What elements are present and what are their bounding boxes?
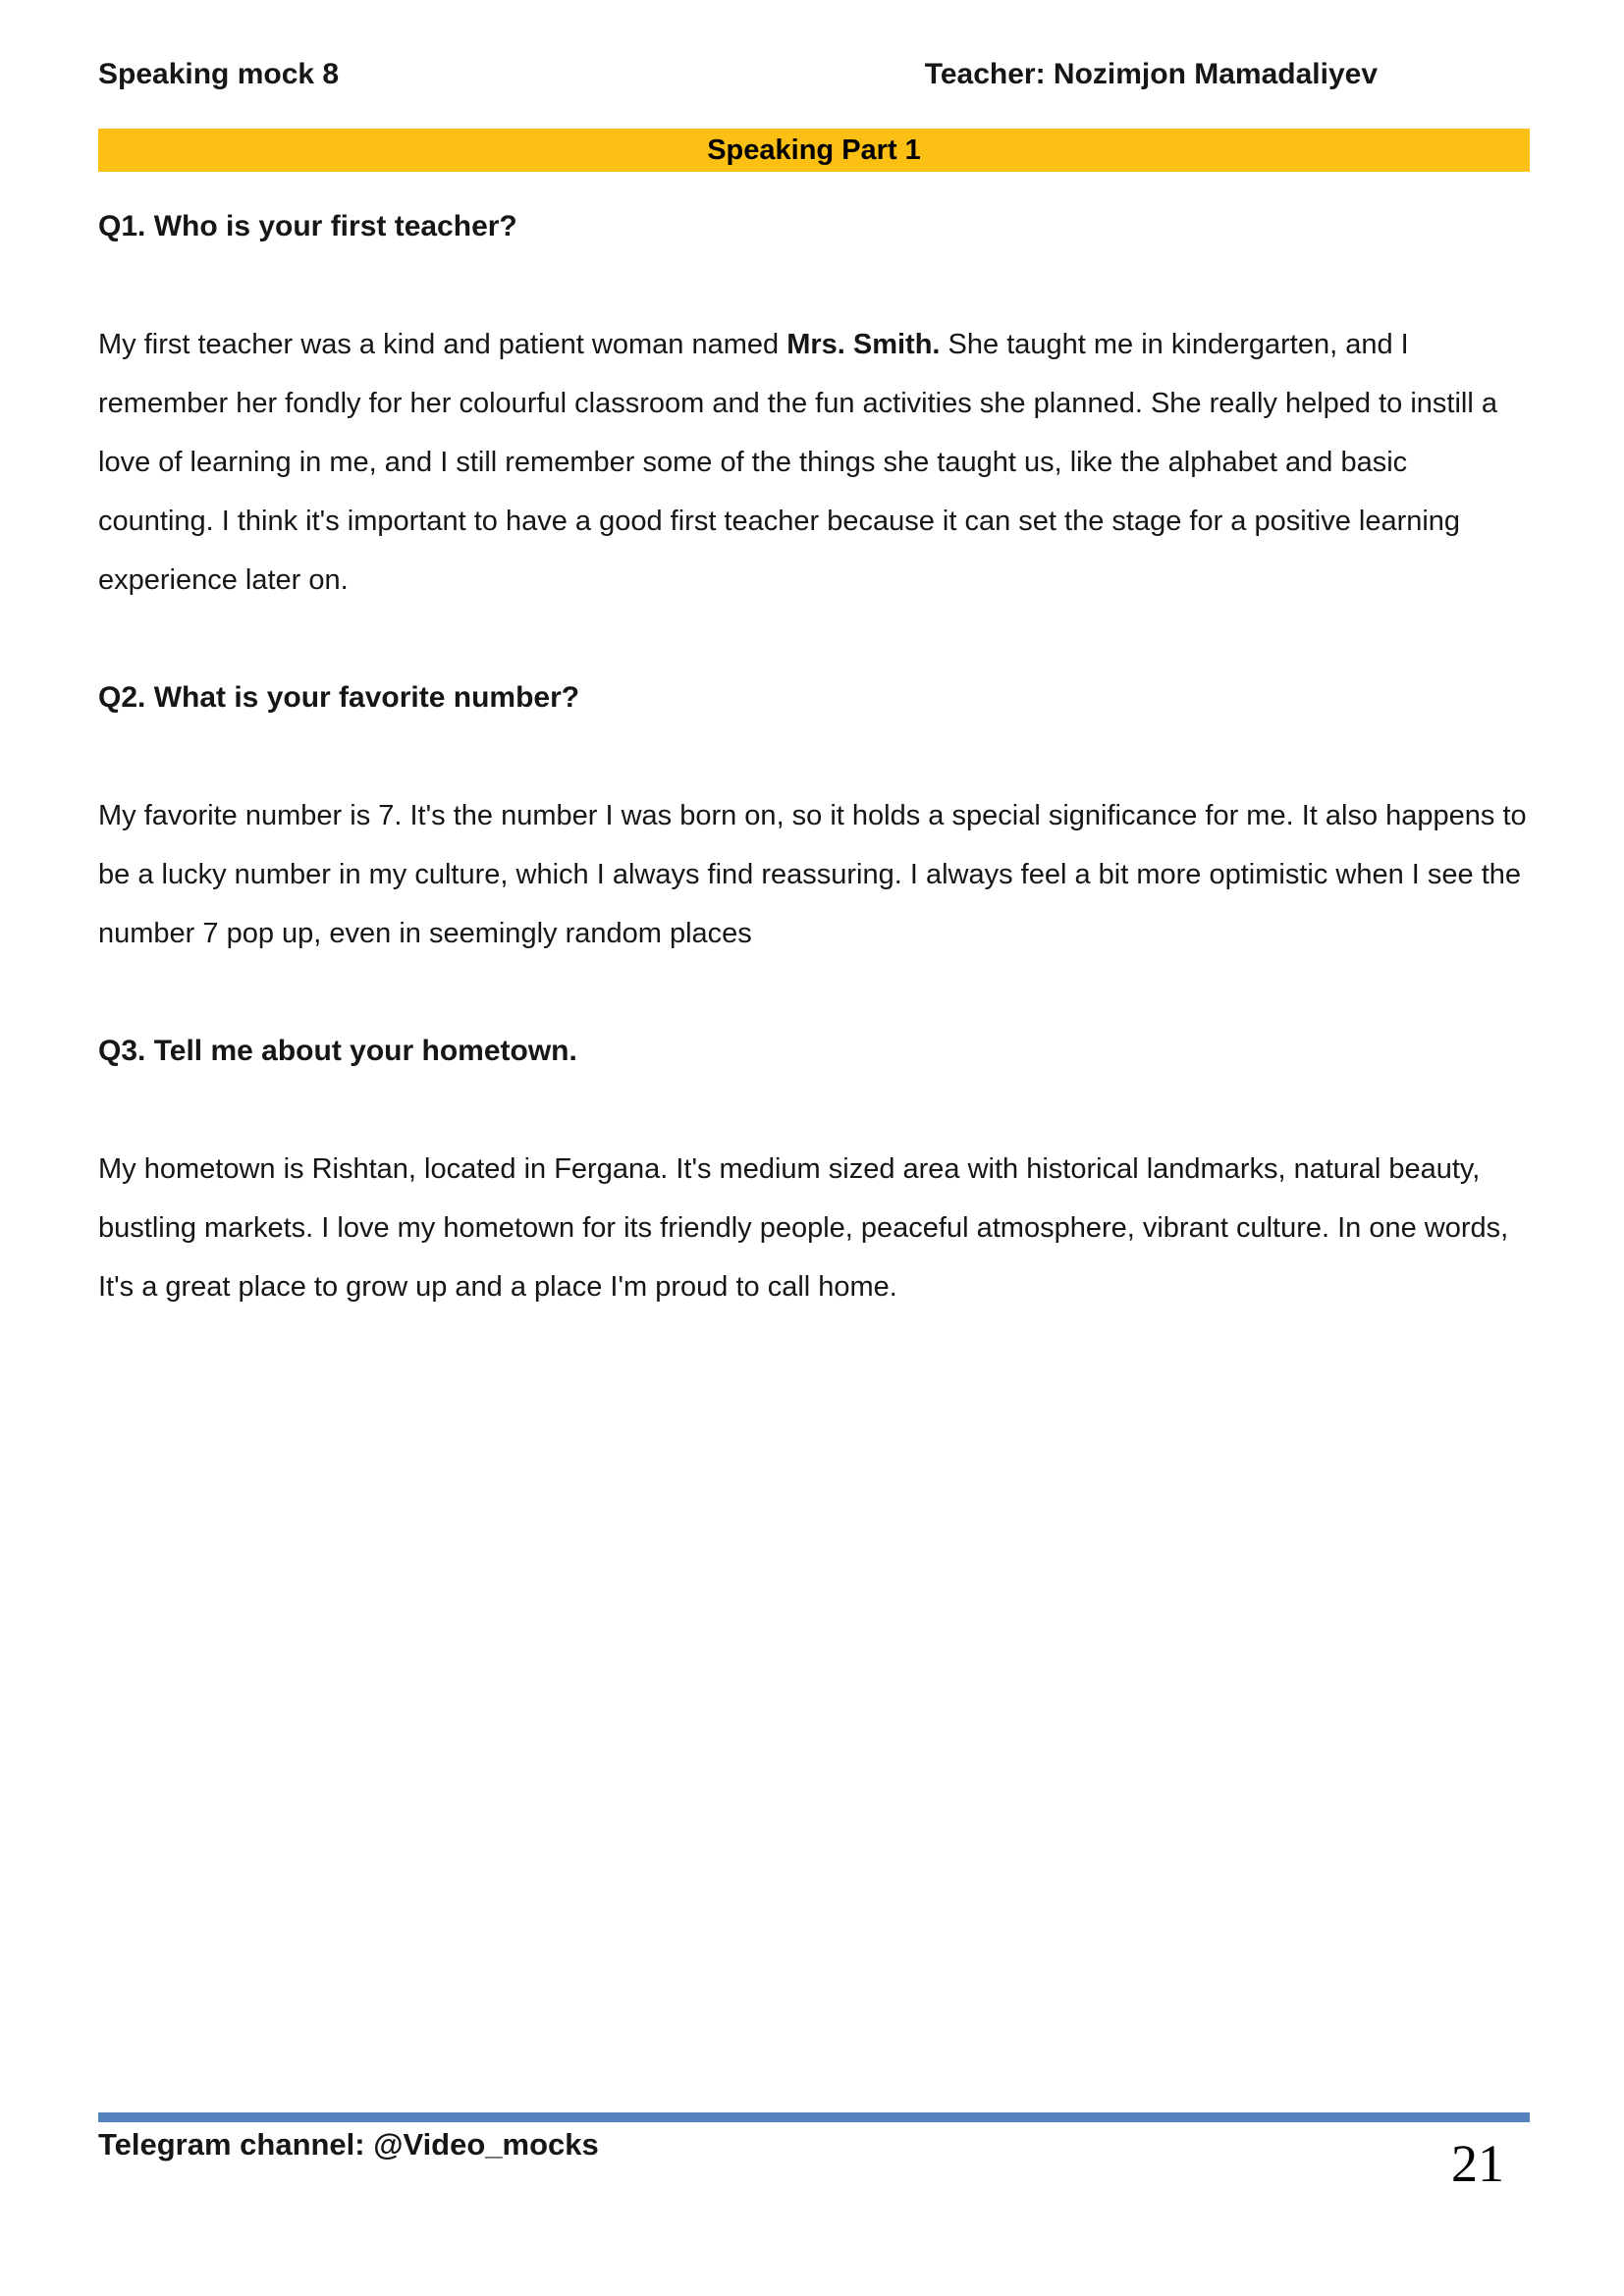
teacher-name: Teacher: Nozimjon Mamadaliyev — [924, 58, 1378, 90]
telegram-channel-label: Telegram channel: @Video_mocks — [98, 2127, 599, 2162]
page-header — [98, 0, 1530, 92]
page-number: 21 — [1451, 2134, 1504, 2193]
answer-1 — [98, 315, 1530, 610]
page-footer — [98, 2112, 1530, 2191]
section-banner — [98, 129, 1530, 172]
answer-3: My hometown is Rishtan, located in Fergana. It's medium sized area with historical landmarks, natural beauty, bustling markets. I love my hometown for its friendly people, peaceful atmosphere, vibrant culture. In one words, It's a great place to grow up and a place I'm proud to call home. — [98, 1153, 1509, 1303]
answer-1-text: My first teacher was a kind and patient woman named — [98, 329, 787, 360]
question-1: Q1. Who is your first teacher? — [98, 210, 517, 242]
question-2: Q2. What is your favorite number? — [98, 681, 580, 714]
footer-rule — [98, 2112, 1530, 2122]
banner-title: Speaking Part 1 — [707, 134, 921, 166]
question-3: Q3. Tell me about your hometown. — [98, 1035, 577, 1067]
footer-row — [98, 2122, 1530, 2191]
answer-1-bold-name: Mrs. Smith. — [786, 329, 941, 360]
document-title: Speaking mock 8 — [98, 58, 340, 90]
answer-1-text-cont: She taught me in kindergarten, and I remember her fondly for her colourful classroom and the fun activities she planned. She really helped to instill a love of learning in me, and I still remember some of the things she taught us, like the alphabet and basic counting. I think it's important to have a good first teacher because it can set the stage for a positive learning experience later on. — [98, 329, 1497, 596]
answer-2: My favorite number is 7. It's the number I was born on, so it holds a special significance for me. It also happens to be a lucky number in my culture, which I always find reassuring. I always feel a bit more optimistic when I see the number 7 pop up, even in seemingly random places — [98, 800, 1527, 949]
